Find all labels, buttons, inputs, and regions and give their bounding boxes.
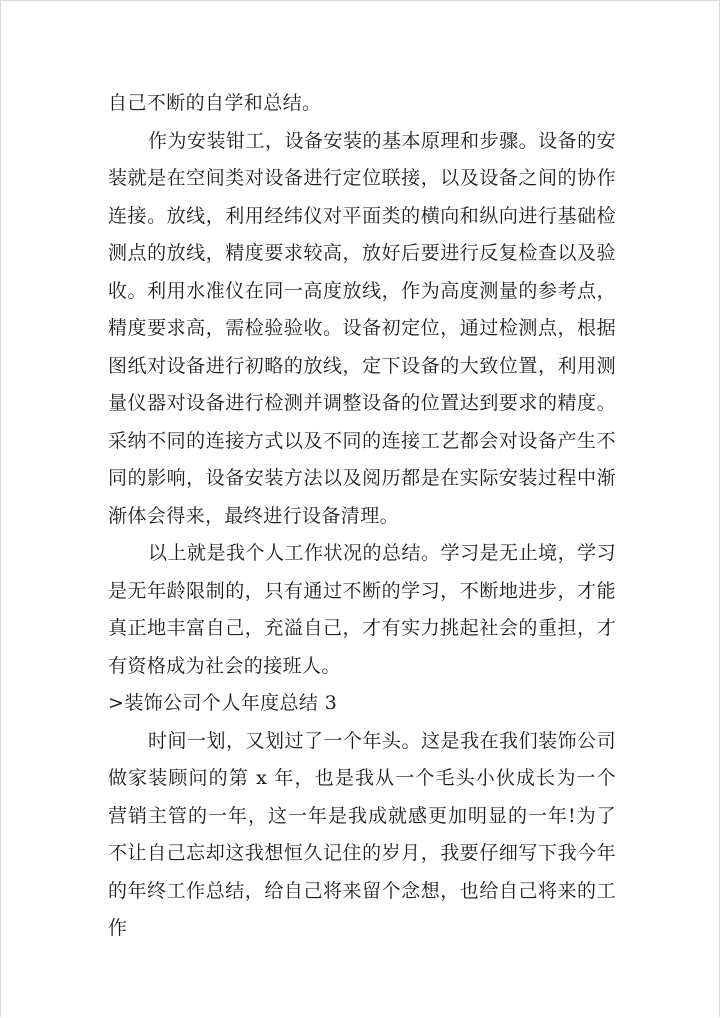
section-heading: >装饰公司个人年度总结 3 (108, 692, 338, 714)
paragraph-year-review: 时间一划，又划过了一个年头。这是我在我们装饰公司做家装顾问的第 x 年，也是我从一个毛头小伙成长为一个营销主管的一年，这一年是我成就感更加明显的一年!为了不让自己忘却这我想恒久记住的岁月，我要仔细写下我今年的年终工作总结，给自己将来留个念想，也给自己将来的工作 (108, 729, 616, 939)
paragraph-summary: 以上就是我个人工作状况的总结。学习是无止境，学习是无年龄限制的，只有通过不断的学习，不断地进步，才能真正地丰富自己，充溢自己，才有实力挑起社会的重担，才有资格成为社会的接班人。 (108, 542, 616, 677)
document-body (108, 85, 616, 948)
paragraph-continuation: 自己不断的自学和总结。 (108, 92, 322, 114)
paragraph-installation: 作为安装钳工，设备安装的基本原理和步骤。设备的安装就是在空间类对设备进行定位联接，以及设备之间的协作连接。放线，利用经纬仪对平面类的横向和纵向进行基础检测点的放线，精度要求较高，放好后要进行反复检查以及验收。利用水准仪在同一高度放线，作为高度测量的参考点，精度要求高，需检验验收。设备初定位，通过检测点，根据图纸对设备进行初略的放线，定下设备的大致位置，利用测量仪器对设备进行检测并调整设备的位置达到要求的精度。采纳不同的连接方式以及不同的连接工艺都会对设备产生不同的影响，设备安装方法以及阅历都是在实际安装过程中渐渐体会得来，最终进行设备清理。 (108, 129, 616, 527)
